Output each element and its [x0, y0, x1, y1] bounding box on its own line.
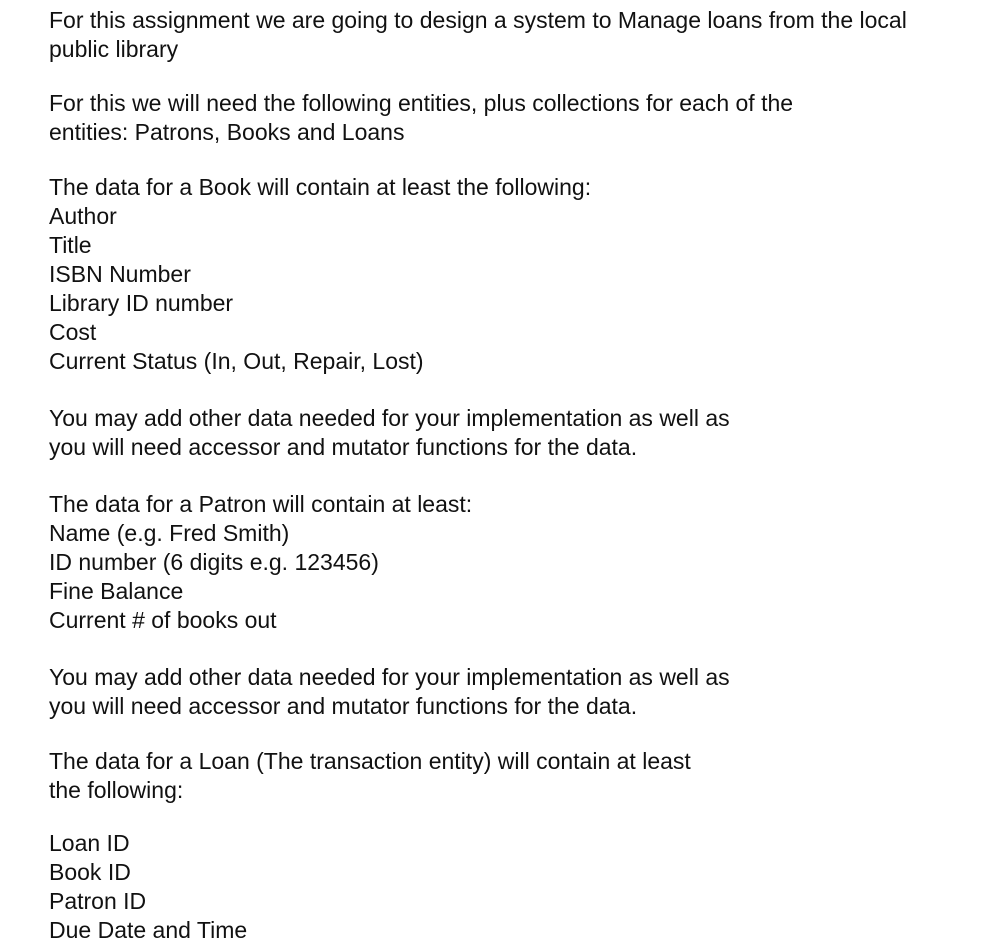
loan-fields: [49, 829, 989, 945]
text-line: you will need accessor and mutator functions for the data.: [49, 434, 638, 460]
book-field: Author: [49, 203, 117, 229]
book-field: Current Status (In, Out, Repair, Lost): [49, 348, 424, 374]
book-field: ISBN Number: [49, 261, 191, 287]
patron-section: [49, 490, 989, 635]
loan-heading: The data for a Loan (The transaction entity) will contain at least: [49, 748, 691, 774]
implementation-note-1: [49, 404, 989, 462]
loan-heading-paragraph: [49, 747, 989, 805]
paragraph-spacer: [49, 376, 989, 404]
text-line: entities: Patrons, Books and Loans: [49, 119, 405, 145]
patron-field: Current # of books out: [49, 607, 277, 633]
patron-field: ID number (6 digits e.g. 123456): [49, 549, 379, 575]
book-section: [49, 173, 989, 376]
paragraph-spacer: [49, 721, 989, 747]
patron-field: Fine Balance: [49, 578, 184, 604]
loan-field: Loan ID: [49, 830, 130, 856]
book-heading: The data for a Book will contain at least the following:: [49, 174, 592, 200]
paragraph-spacer: [49, 805, 989, 829]
text-line: You may add other data needed for your implementation as well as: [49, 664, 730, 690]
loan-field: Book ID: [49, 859, 131, 885]
entities-paragraph: [49, 89, 989, 147]
loan-field: Patron ID: [49, 888, 147, 914]
text-line: you will need accessor and mutator functions for the data.: [49, 693, 638, 719]
text-line: For this assignment we are going to design a system to Manage loans from the local: [49, 7, 907, 33]
implementation-note-2: [49, 663, 989, 721]
book-field: Title: [49, 232, 92, 258]
patron-field: Name (e.g. Fred Smith): [49, 520, 290, 546]
book-field: Cost: [49, 319, 97, 345]
book-field: Library ID number: [49, 290, 234, 316]
intro-paragraph: [49, 6, 989, 64]
assignment-document: [49, 6, 989, 945]
text-line: You may add other data needed for your implementation as well as: [49, 405, 730, 431]
patron-heading: The data for a Patron will contain at least:: [49, 491, 473, 517]
paragraph-spacer: [49, 64, 989, 89]
text-line: public library: [49, 36, 179, 62]
loan-field: Due Date and Time: [49, 917, 248, 943]
loan-heading: the following:: [49, 777, 184, 803]
text-line: For this we will need the following entities, plus collections for each of the: [49, 90, 794, 116]
paragraph-spacer: [49, 462, 989, 490]
paragraph-spacer: [49, 147, 989, 173]
paragraph-spacer: [49, 635, 989, 663]
